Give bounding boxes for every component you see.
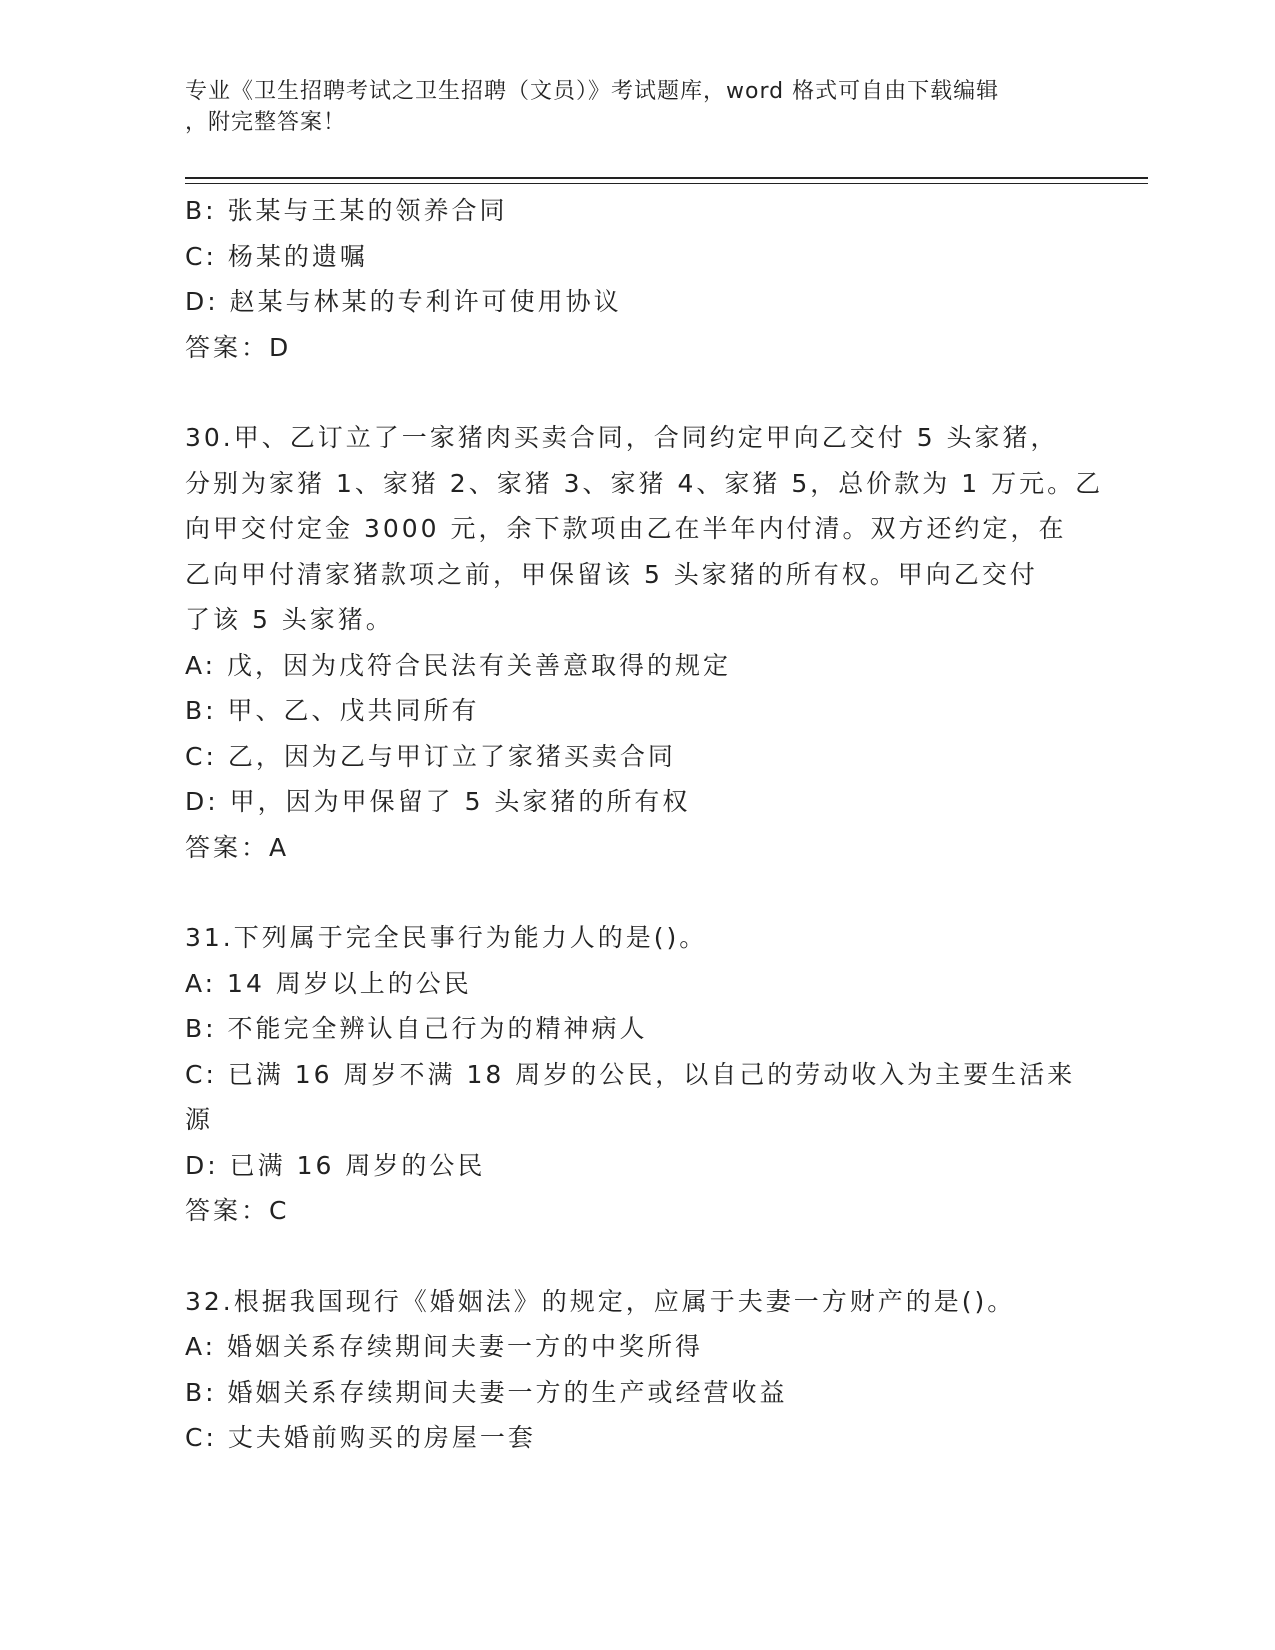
option-c: C: 已满 16 周岁不满 18 周岁的公民，以自己的劳动收入为主要生活来 <box>185 1059 1076 1089</box>
option-a: A: 14 周岁以上的公民 <box>185 968 472 998</box>
page-header <box>185 76 1065 138</box>
question-stem: 31.下列属于完全民事行为能力人的是()。 <box>185 923 708 952</box>
option-c: C: 杨某的遗嘱 <box>185 241 368 271</box>
option-d: D: 赵某与林某的专利许可使用协议 <box>185 287 622 316</box>
question-30 <box>185 415 1104 870</box>
header-line-2: ，附完整答案！ <box>185 110 347 135</box>
option-b: B: 甲、乙、戊共同所有 <box>185 696 480 725</box>
option-d: D: 甲，因为甲保留了 5 头家猪的所有权 <box>185 787 691 816</box>
option-d: D: 已满 16 周岁的公民 <box>185 1150 486 1180</box>
question-gap <box>185 870 1085 915</box>
question-list <box>185 188 1104 1461</box>
header-rule-thin <box>185 183 1148 184</box>
answer-line: 答案：C <box>185 1196 290 1225</box>
question-gap <box>185 370 1085 415</box>
question-stem-line: 了该 5 头家猪。 <box>185 605 394 634</box>
question-stem-line: 向甲交付定金 3000 元，余下款项由乙在半年内付清。双方还约定，在 <box>185 514 1067 543</box>
question-stem-line: 30.甲、乙订立了一家猪肉买卖合同，合同约定甲向乙交付 5 头家猪， <box>185 423 1059 452</box>
question-32 <box>185 1279 1085 1461</box>
question-stem: 32.根据我国现行《婚姻法》的规定，应属于夫妻一方财产的是()。 <box>185 1286 1016 1316</box>
option-c: C: 乙，因为乙与甲订立了家猪买卖合同 <box>185 741 676 771</box>
option-c-continued: 源 <box>185 1105 214 1134</box>
question-stem-line: 分别为家猪 1、家猪 2、家猪 3、家猪 4、家猪 5，总价款为 1 万元。乙 <box>185 468 1104 498</box>
header-line-1: 专业《卫生招聘考试之卫生招聘（文员）》考试题库，word 格式可自由下载编辑 <box>185 79 1000 104</box>
header-rule-thick <box>185 177 1148 179</box>
option-a: A: 戊，因为戊符合民法有关善意取得的规定 <box>185 650 732 680</box>
question-gap <box>185 1234 1085 1279</box>
option-b: B: 张某与王某的领养合同 <box>185 196 508 225</box>
option-b: B: 不能完全辨认自己行为的精神病人 <box>185 1014 648 1043</box>
question-31 <box>185 915 1085 1234</box>
question-29 <box>185 188 1085 370</box>
option-c: C: 丈夫婚前购买的房屋一套 <box>185 1423 536 1452</box>
option-b: B: 婚姻关系存续期间夫妻一方的生产或经营收益 <box>185 1377 788 1407</box>
question-stem-line: 乙向甲付清家猪款项之前，甲保留该 5 头家猪的所有权。甲向乙交付 <box>185 559 1038 589</box>
answer-line: 答案：A <box>185 832 290 862</box>
option-a: A: 婚姻关系存续期间夫妻一方的中奖所得 <box>185 1332 704 1361</box>
answer-line: 答案：D <box>185 332 292 362</box>
